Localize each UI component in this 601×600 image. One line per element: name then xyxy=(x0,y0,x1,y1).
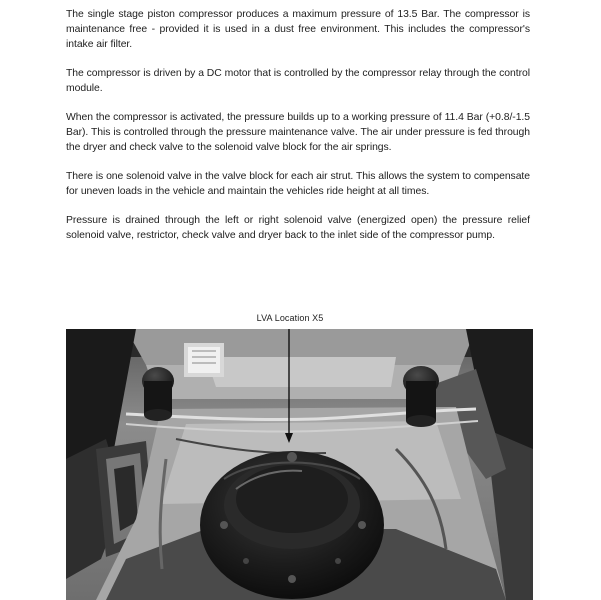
paragraph-pressure-drain: Pressure is drained through the left or right solenoid valve (energized open) the pressure relief solenoid valve, restrictor, check valve and dryer back to the inlet side of the compressor pump. xyxy=(66,215,530,241)
paragraph-dc-motor: The compressor is driven by a DC motor that is controlled by the compressor relay through the control module. xyxy=(66,68,530,94)
vehicle-trunk-photo xyxy=(66,329,533,600)
body-text xyxy=(66,7,530,257)
paragraph-compressor-pressure: The single stage piston compressor produces a maximum pressure of 13.5 Bar. The compressor is maintenance free - provided it is used in a dust free environment. This includes the compressor's intake air filter. xyxy=(66,9,530,50)
figure-callout-label: LVA Location X5 xyxy=(256,313,324,323)
paragraph-working-pressure: When the compressor is activated, the pressure builds up to a working pressure of 11.4 Bar (+0.8/-1.5 Bar). This is controlled through the pressure maintenance valve. The air under pressure is fed through the dryer and check valve to the solenoid valve block for the air springs. xyxy=(66,112,530,153)
photo-illustration xyxy=(66,329,533,600)
paragraph-solenoid-valve: There is one solenoid valve in the valve block for each air strut. This allows the system to compensate for uneven loads in the vehicle and maintain the vehicles ride height at all times. xyxy=(66,171,530,197)
